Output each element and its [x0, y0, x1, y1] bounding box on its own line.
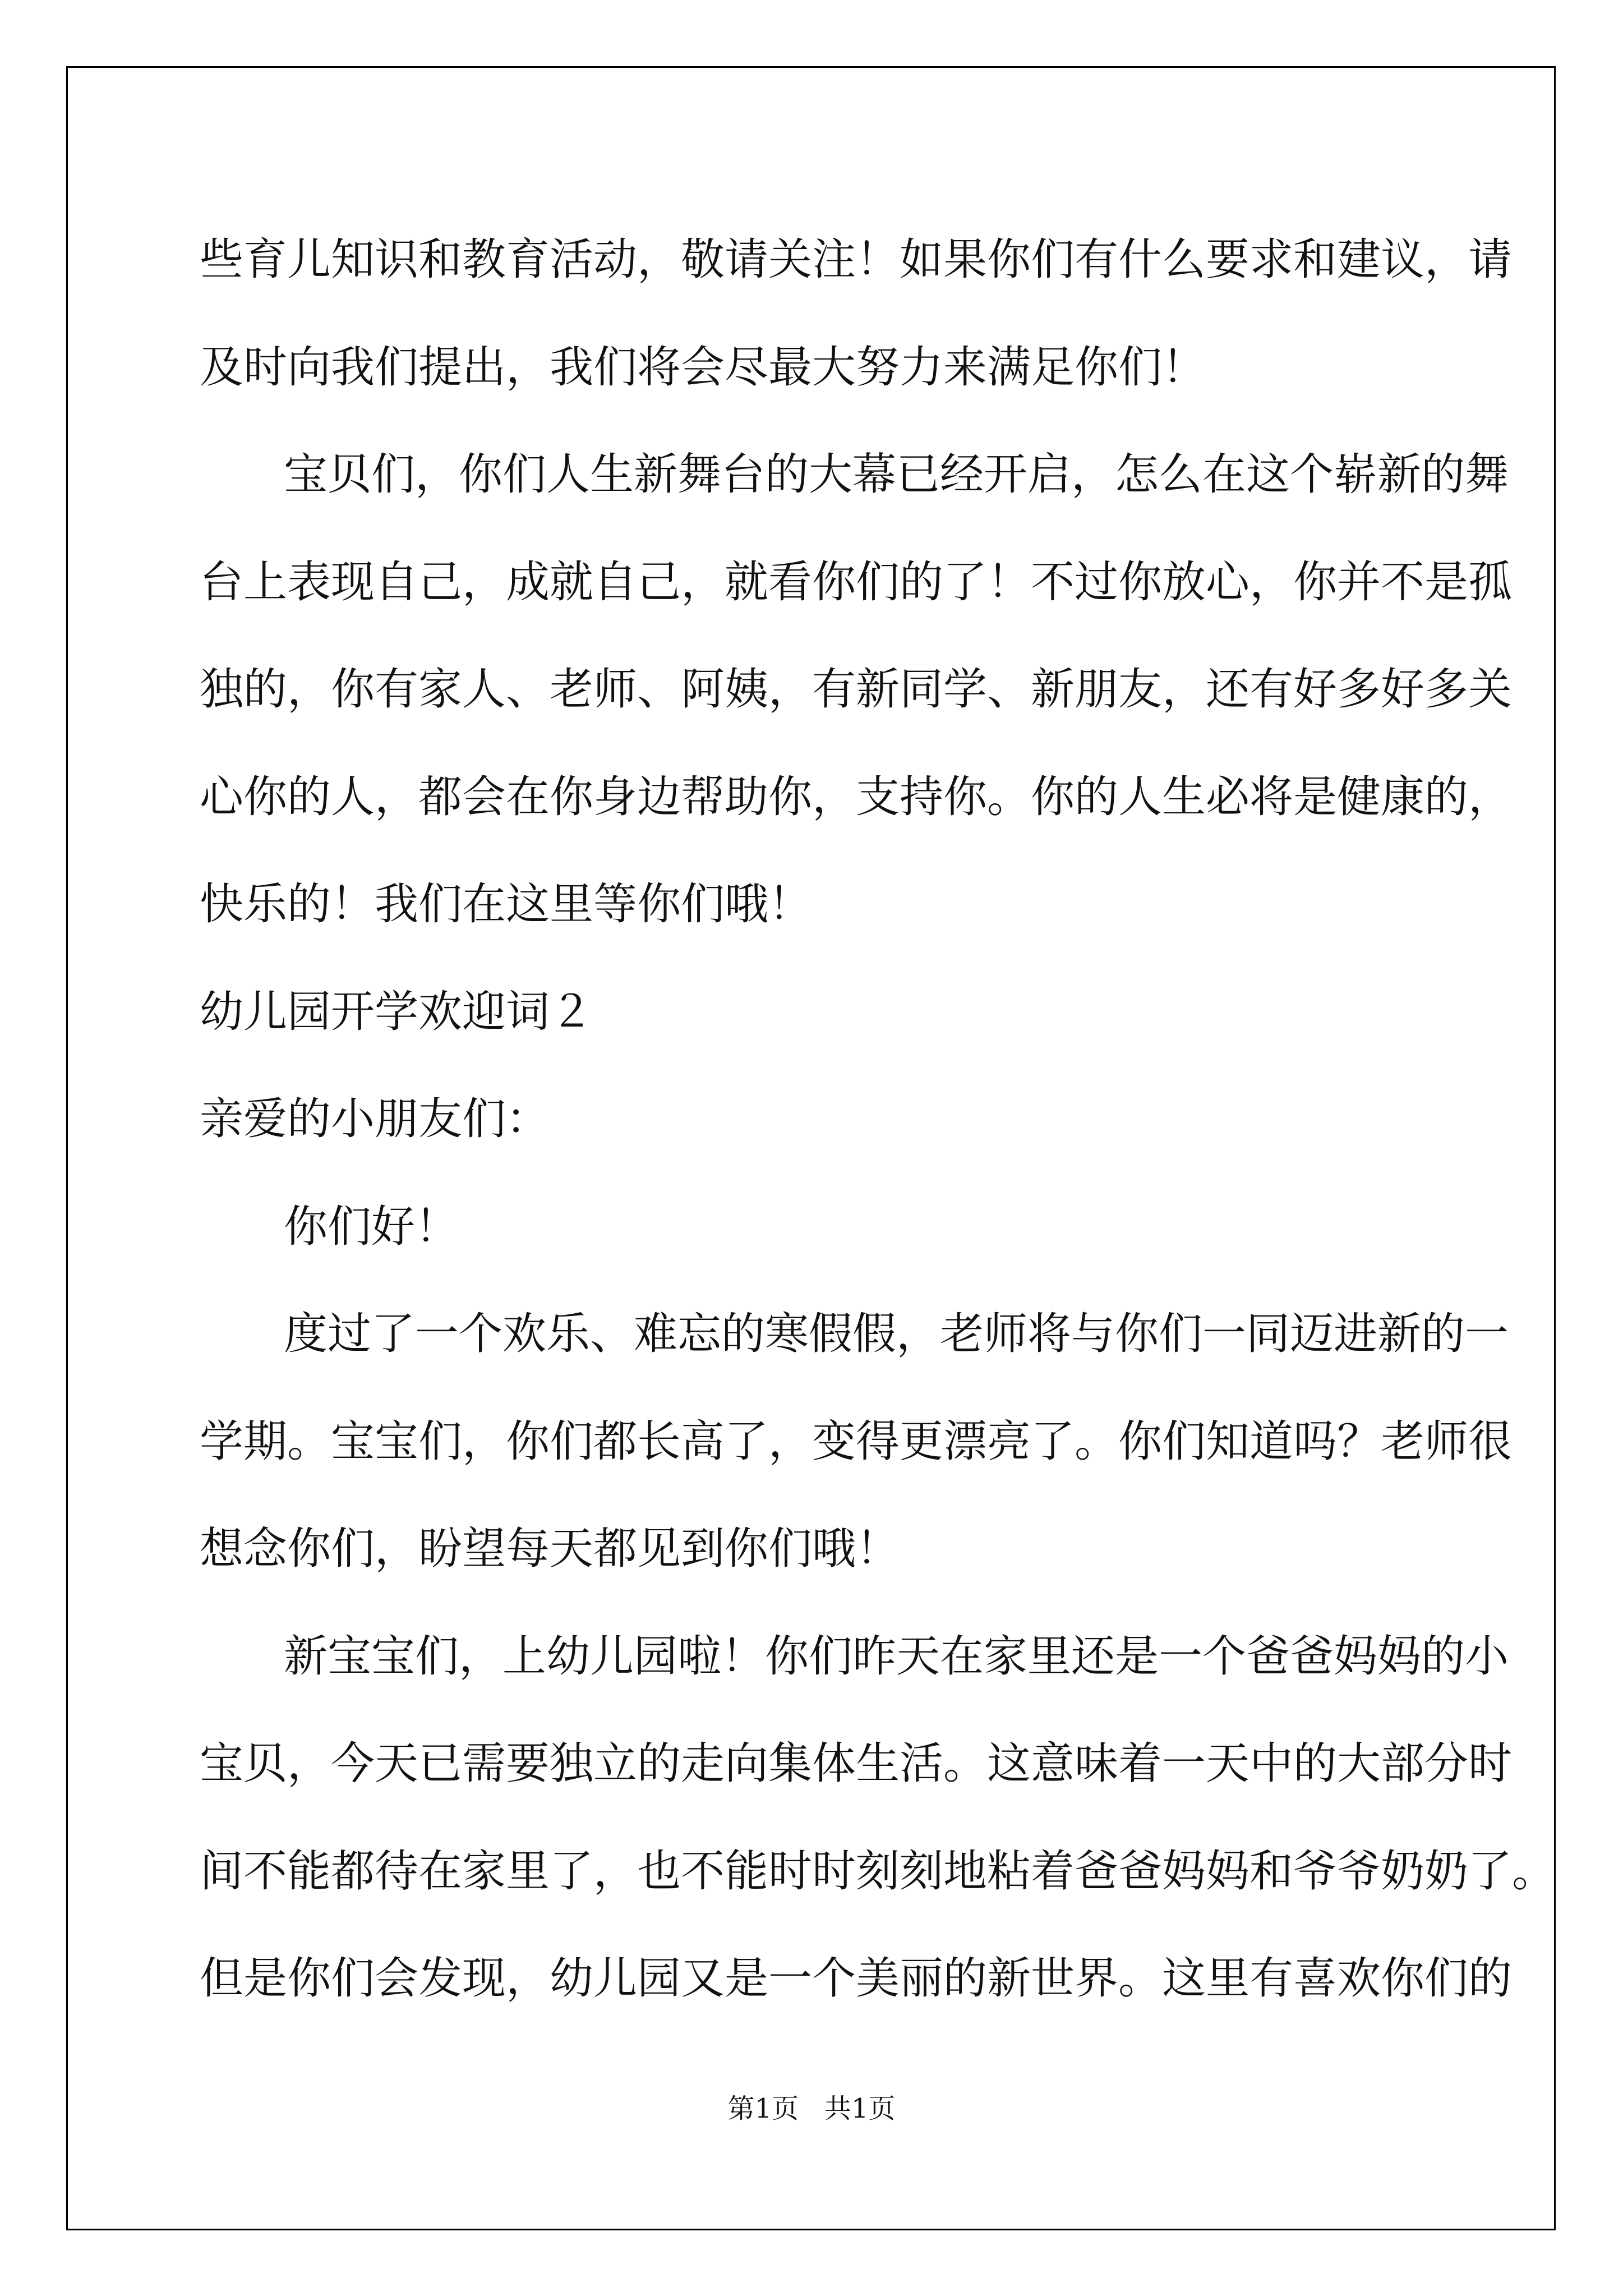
- text-line: 独的，你有家人、老师、阿姨，有新同学、新朋友，还有好多好多关: [200, 664, 1513, 715]
- text-line: 宝贝们，你们人生新舞台的大幕已经开启，怎么在这个崭新的舞: [284, 449, 1509, 500]
- greeting: 你们好！: [284, 1201, 459, 1252]
- page-footer: 第1页 共1页: [727, 2093, 896, 2124]
- section-heading: 幼儿园开学欢迎词２: [200, 986, 594, 1037]
- text-line: 心你的人，都会在你身边帮助你，支持你。你的人生必将是健康的，: [200, 771, 1513, 822]
- text-line: 度过了一个欢乐、难忘的寒假假，老师将与你们一同迈进新的一: [284, 1309, 1509, 1359]
- text-line: 台上表现自己，成就自己，就看你们的了！不过你放心，你并不是孤: [200, 556, 1513, 608]
- text-line: 些育儿知识和教育活动，敬请关注！如果你们有什么要求和建议，请: [200, 234, 1513, 285]
- salutation: 亲爱的小朋友们：: [200, 1094, 550, 1144]
- text-line: 学期。宝宝们，你们都长高了，变得更漂亮了。你们知道吗？老师很: [200, 1416, 1513, 1467]
- text-line: 宝贝，今天已需要独立的走向集体生活。这意味着一天中的大部分时: [200, 1738, 1513, 1789]
- text-line: 间不能都待在家里了，也不能时时刻刻地粘着爸爸妈妈和爷爷奶奶了。: [200, 1846, 1556, 1897]
- text-line: 但是你们会发现，幼儿园又是一个美丽的新世界。这里有喜欢你们的: [200, 1953, 1513, 2004]
- text-line: 想念你们，盼望每天都见到你们哦！: [200, 1524, 900, 1574]
- text-line: 及时向我们提出，我们将会尽最大努力来满足你们！: [200, 342, 1206, 393]
- text-line: 快乐的！我们在这里等你们哦！: [200, 879, 813, 930]
- document-body: [200, 206, 1556, 2033]
- text-line: 新宝宝们，上幼儿园啦！你们昨天在家里还是一个爸爸妈妈的小: [284, 1631, 1509, 1682]
